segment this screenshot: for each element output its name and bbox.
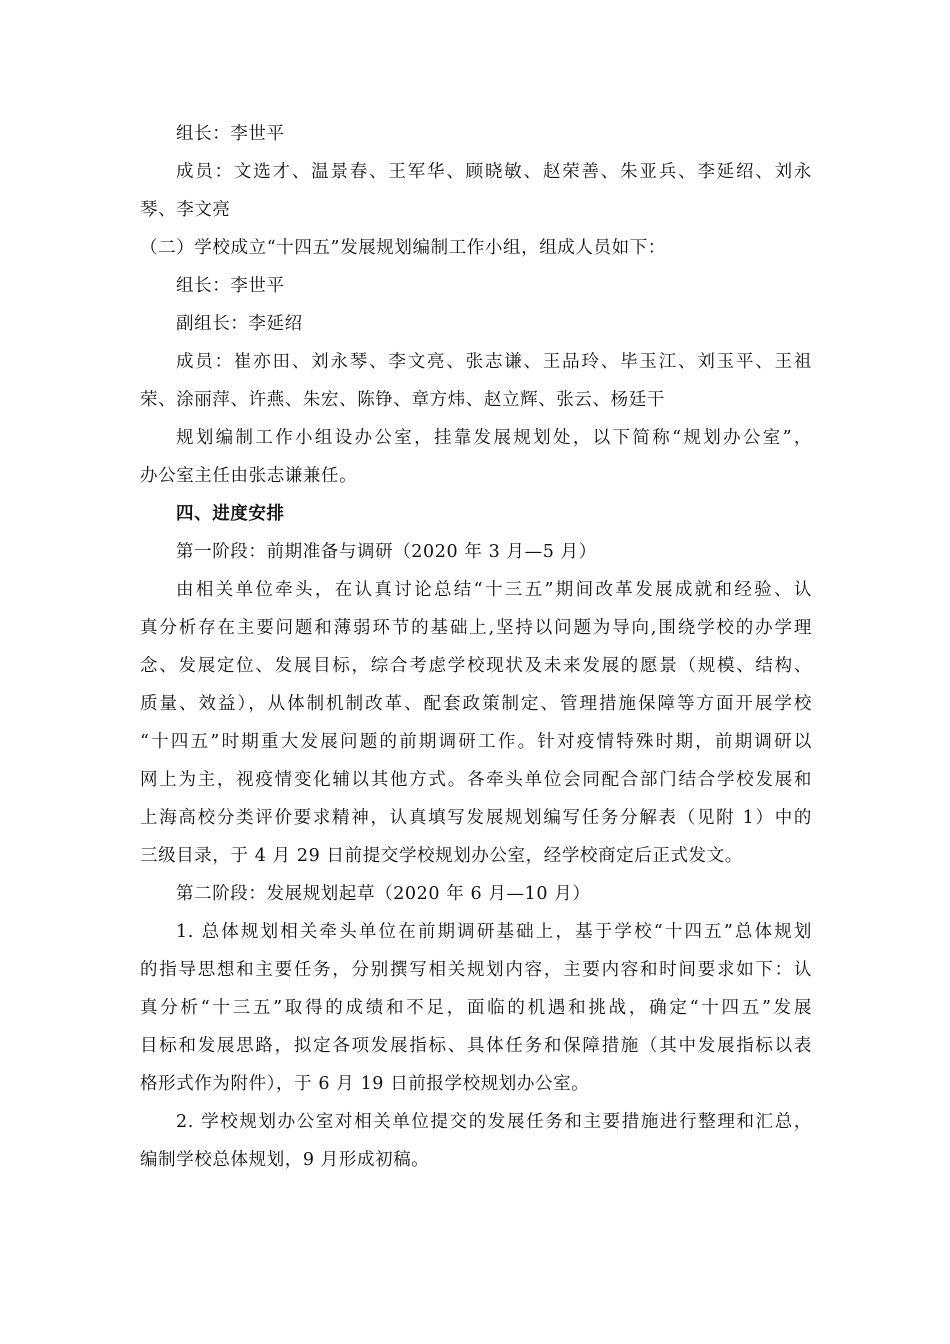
members-line-cont: 琴、李文亮	[140, 200, 231, 220]
document-page	[140, 115, 812, 1179]
phase-2-item-1: 1. 总体规划相关牵头单位在前期调研基础上，基于学校“十四五”总体规划	[176, 922, 812, 942]
phase-2-item-2: 2. 学校规划办公室对相关单位提交的发展任务和主要措施进行整理和汇总，	[176, 1112, 812, 1132]
office-paragraph-cont: 办公室主任由张志谦兼任。	[140, 466, 358, 486]
subsection-2-title: （二）学校成立“十四五”发展规划编制工作小组，组成人员如下：	[140, 238, 666, 258]
phase-2-item-2-cont: 编制学校总体规划，9 月形成初稿。	[140, 1150, 430, 1170]
members-line: 成员：文选才、温景春、王军华、顾晓敏、赵荣善、朱亚兵、李延绍、刘永	[176, 162, 812, 182]
group-leader-line-2: 组长：李世平	[176, 276, 285, 296]
phase-2-item-1-cont: 格形式作为附件），于 6 月 19 日前报学校规划办公室。	[140, 1074, 590, 1094]
phase-1-paragraph-cont: 念、发展定位、发展目标，综合考虑学校现状及未来发展的愿景（规模、结构、	[140, 656, 812, 676]
phase-1-paragraph-cont: 真分析存在主要问题和薄弱环节的基础上,坚持以问题为导向,围绕学校的办学理	[140, 618, 812, 638]
phase-2-item-1-cont: 目标和发展思路，拟定各项发展指标、具体任务和保障措施（其中发展指标以表	[140, 1036, 812, 1056]
phase-1-paragraph-cont: 上海高校分类评价要求精神，认真填写发展规划编写任务分解表（见附 1）中的	[140, 808, 812, 828]
phase-2-item-1-cont: 真分析“十三五”取得的成绩和不足，面临的机遇和挑战，确定“十四五”发展	[140, 998, 812, 1018]
members-line-2: 成员：崔亦田、刘永琴、李文亮、张志谦、王品玲、毕玉江、刘玉平、王祖	[176, 352, 812, 372]
phase-1-paragraph-cont: “十四五”时期重大发展问题的前期调研工作。针对疫情特殊时期，前期调研以	[140, 732, 812, 752]
phase-1-paragraph-cont: 三级目录，于 4 月 29 日前提交学校规划办公室，经学校商定后正式发文。	[140, 846, 743, 866]
phase-1-paragraph-cont: 质量、效益），从体制机制改革、配套政策制定、管理措施保障等方面开展学校	[140, 694, 812, 714]
phase-1-paragraph-cont: 网上为主，视疫情变化辅以其他方式。各牵头单位会同配合部门结合学校发展和	[140, 770, 812, 790]
members-line-2-cont: 荣、涂丽萍、许燕、朱宏、陈铮、章方炜、赵立辉、张云、杨廷干	[140, 390, 665, 410]
section-4-heading: 四、进度安排	[176, 504, 285, 524]
group-leader-line: 组长：李世平	[176, 124, 285, 144]
phase-1-title: 第一阶段：前期准备与调研（2020 年 3 月—5 月）	[176, 542, 597, 562]
phase-2-title: 第二阶段：发展规划起草（2020 年 6 月—10 月）	[176, 884, 591, 904]
phase-2-item-1-cont: 的指导思想和主要任务，分别撰写相关规划内容，主要内容和时间要求如下：认	[140, 960, 812, 980]
office-paragraph: 规划编制工作小组设办公室，挂靠发展规划处，以下简称“规划办公室”，	[176, 428, 812, 448]
deputy-leader-line: 副组长：李延绍	[176, 314, 303, 334]
phase-1-paragraph: 由相关单位牵头，在认真讨论总结“十三五”期间改革发展成就和经验、认	[176, 580, 812, 600]
